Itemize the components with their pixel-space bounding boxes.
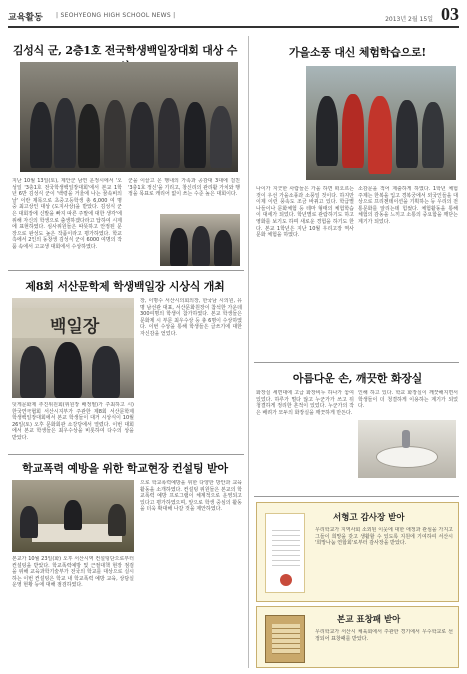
section-rule [8,454,244,455]
notice-box-commendation [256,606,459,668]
article-body: 으로 학교폭력예방을 위한 다양한 방안과 교육 활동을 소개하였다. 컨설팅 위원들은 본교의 학교폭력 예방 프로그램이 체계적으로 운영되고 있다고 평가하였으며, 앞으로 학생 중심의 활동을 더욱 확대해 나갈 것을 제안하였다. [140,480,242,513]
certificate-seal [280,574,292,586]
box-body: 우리학교가 지역사회 소외된 이웃에 대한 애정과 관심을 가지고 그들이 희망을 갖고 생활할 수 있도록 지원에 기여하여 서산시 '희망나눔 연합회'로부터 감사장을 받았다. [315,527,453,547]
column-divider [248,36,249,668]
sink-basin [376,446,438,468]
article-seosan-festival [8,278,242,294]
person-figure [78,104,100,168]
person-figure [170,228,188,266]
award-photo [160,214,240,266]
section-label: 교육활동 [8,13,43,23]
article-body: 본교가 10월 23일(화) 오후 서산시역 컨설팅단으로부터 컨설팅을 받았다. 학교폭력예방 및 근절대책 현장 점검을 위해 교육과학기술부가 전국의 학교를 대상으로 실시하는 이번 컨설팅은 학교 내 학교폭력 예방 교육, 상담실 운영 현황 등에 대해 점검하였다. [12,556,134,589]
group-photo [20,62,238,172]
article-body: 지난 10월 13일(토), 제안군 남연 운정시에서 '오성일 '3층1호 전국학생백일장대회'에서 본교 1학년 6반 김성식 군이 '백령을 거울에 나는 꿈속비의 날' 이란 제목으로 초중고등학생 총 6,000 여 명 중 최고상인 대상 (도지사상)을 받았다. 김성식 군은 대회장에 신발을 빠지 따른 주말에 대한 생각'에 위해 자신의 학생으로 출생하겠다라고 답하여 시제에 표현하였다. 심사위원들은 따뜻하고 안정된 문장으로 완성도 높은 작품이라고 평가하였다. 학교 측에서 2인의 동창생 김성식 군이 6000 여명의 작품 속에서 고교생 대회에서 수상하였다. [12,178,122,250]
person-figure [192,226,210,266]
article-body: 장, 이명수 서산시의회의장, 한국남 시의원, 유명 남선관 대표, 서산문화원장이 참석한 가운데 300여명의 학생이 참가하였다. 본교 학생들은 문화제 시 부문 최우수상 등 총 6명이 수상하였다. 이번 수상을 통해 학생들은 글쓰기에 대한 자신감을 얻었다. [140,298,242,337]
section-rule [254,496,459,497]
page-number: 03 [441,4,459,24]
consulting-photo [12,480,134,552]
certificate-lines [272,526,300,566]
article-body: 군을 이끌고 온 행내의 가족과 공감대 3대에 걸친 '3층1호 정신'을 기리고, 창신리의 관리활 가치와 행정을 목표로 캐리어 없이 쓰는 수준 높은 대회이다. [128,178,240,198]
festival-photo [12,298,134,398]
person-figure [368,96,392,174]
article-title: 아름다운 손, 깨끗한 화장실 [292,372,423,385]
article-title: 가을소풍 대신 체험학습으로! [289,46,426,59]
article-body: 덧게문화제 추진위원회(위원장 배정필)가 주최하고 시)한국연극협회 서산시지부가 주관한 제8회 서산문학제 학생백일장대회에서 본교 학생들이 대거 시상식이 10월 26일(토) 오후 문화회관 소강당에서 열렸다. 이번 대회에서 본교 학생들은 최우수상을 비롯하여 다수의 상을 받았다. [12,402,134,441]
faucet [402,430,410,448]
article-field-trip [256,44,459,60]
plaque-image [265,615,305,663]
person-figure [64,500,82,530]
box-title: 본교 표창패 받아 [337,615,401,625]
plaque-lines [272,624,300,654]
person-figure [104,100,126,168]
person-figure [396,100,418,168]
person-figure [316,96,338,166]
person-figure [20,346,46,398]
article-body: 인해 하고 있다. 학교 화장실이 깨끗해지면서 학생들이 더 청결하게 이용하는 계기가 되었다. [358,390,458,410]
person-figure [54,342,82,398]
person-figure [54,98,76,168]
issue-date: 2013년 2월 15일 [385,16,433,23]
article-violence-prevention [8,460,242,476]
page-header [8,6,459,28]
sink-photo [358,420,456,478]
article-title: 제8회 서산문학제 학생백일장 시상식 개최 [25,280,225,293]
person-figure [210,106,232,168]
person-figure [158,98,180,168]
article-clean-restroom [256,370,459,386]
person-figure [30,102,52,168]
person-figure [130,102,154,168]
person-figure [214,230,232,266]
publication-name: | SEOHYEONG HIGH SCHOOL NEWS | [56,12,176,19]
section-rule [254,362,459,363]
section-rule [8,270,244,271]
notice-box-appreciation [256,502,459,602]
box-body: 우리학교가 서산시 체육회에서 주관한 경기에서 우수학교로 선정되어 표창패를 받았다. [315,629,453,642]
article-title: 김성식 군, 2층1호 전국학생백일장대회 대상 수 [12,44,238,57]
article-body: 화장실 세면대에 고급 화장비누 하나가 놓여 있었다. 하루가 멀다 않고 누군가가 쓰고 뒤 청결하게 정리한 흔적이 있었다. 누군가의 작은 배려가 모두의 화장실을 깨끗하게 만든다. [256,390,354,416]
person-figure [184,102,206,168]
article-body: 소감문을 적어 제출하게 하였다. 1학년 체험 주제는 한복을 입고 경복궁에서 외국인들을 대상으로 프리젠테이션을 기획하는 등 우리의 전통문화를 알리는데 힘썼다. 체험활동을 통해 체험의 감동을 느끼고 소통의 중요함을 깨닫는 계기가 되었다. [358,186,458,225]
field-trip-photo [306,66,456,180]
article-body: 나이가 지긋한 사람들은 가을 하면 떠오르는 것이 우선 가을소풍과 소풍일 것이다. 하지만 이제 이런 풍속도 조금 바뀌고 있다. 학급별 나들이나 문화체험 등 테마 형태의 체험학습이 대세가 되었다. 학년별로 관람하기도 하고 영화를 보기도 하며 새로운 경험을 하기도 한다. 본교 1학년은 지난 10월 우리고장 역사 문화 체험을 하였다. [256,186,354,239]
person-figure [342,94,364,168]
certificate-image [265,513,305,593]
person-figure [422,102,444,168]
article-title: 학교폭력 예방을 위한 학교현장 컨설팅 받아 [22,462,228,475]
banner [12,308,134,338]
box-title: 서형고 감사장 받아 [333,513,405,523]
person-figure [108,504,126,536]
person-figure [92,346,120,398]
banner-text: 백일장 [50,317,100,337]
person-figure [20,506,38,538]
